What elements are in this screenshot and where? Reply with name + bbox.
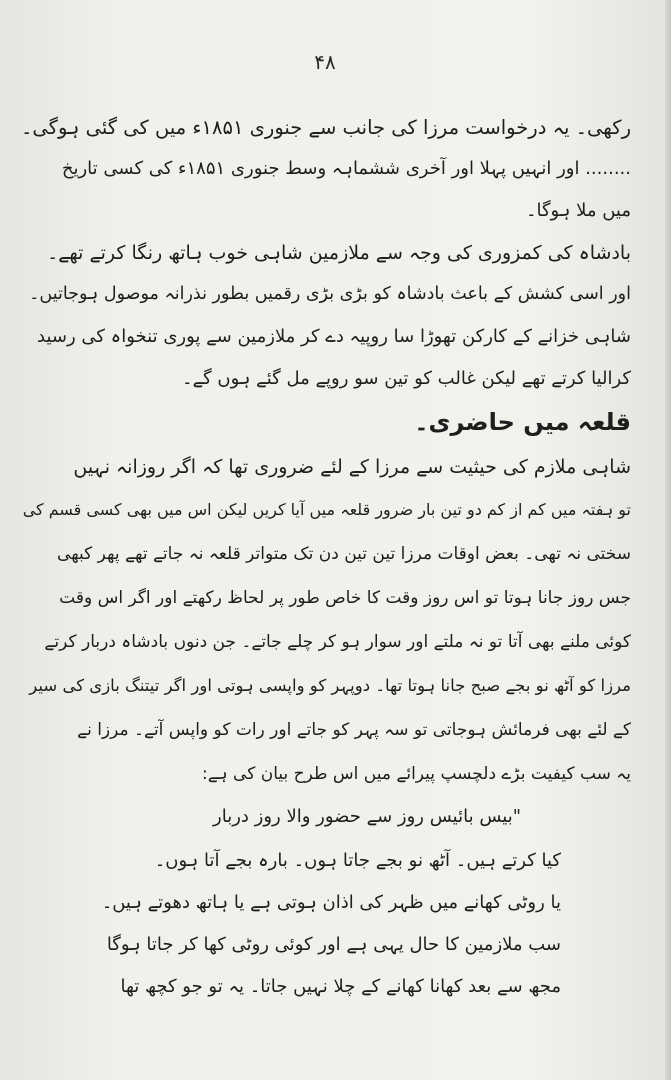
- text-line: اور اسی کشش کے باعث بادشاہ کو بڑی بڑی رقمیں بطور نذرانہ موصول ہوجاتیں۔: [29, 284, 631, 304]
- text-line: کوئی ملنے بھی آتا تو نہ ملتے اور سوار ہو کر چلے جاتے۔ جن دنوں بادشاہ دربار کرتے: [44, 632, 631, 652]
- section-heading: قلعہ میں حاضری۔: [414, 408, 631, 436]
- quote-line: یا روٹی کھانے میں ظہر کی اذان ہوتی ہے یا ہاتھ دھوتے ہیں۔: [101, 892, 561, 913]
- text-line: جس روز جانا ہوتا تو اس روز وقت کا خاص طور پر لحاظ رکھتے اور اگر اس وقت: [59, 588, 631, 608]
- text-line: ........ اور انہیں پہلا اور آخری ششماہہ وسط جنوری ۱۸۵۱ء کی کسی تاریخ: [61, 158, 631, 179]
- page-number: ۴۸: [314, 50, 336, 74]
- text-line: یہ سب کیفیت بڑے دلچسپ پیرائے میں اس طرح بیان کی ہے:: [201, 764, 631, 784]
- quote-line: کیا کرتے ہیں۔ آٹھ نو بجے جاتا ہوں۔ بارہ بجے آتا ہوں۔: [154, 850, 561, 871]
- text-line: مرزا کو آٹھ نو بجے صبح جانا ہوتا تھا۔ دوپہر کو واپسی ہوتی اور اگر تیتنگ بازی کی سیر: [29, 676, 631, 695]
- text-line: میں ملا ہوگا۔: [525, 200, 631, 221]
- text-line: سختی نہ تھی۔ بعض اوقات مرزا تین تین دن تک متواتر قلعہ نہ جاتے تھے پھر کبھی: [57, 544, 631, 564]
- text-line: شاہی ملازم کی حیثیت سے مرزا کے لئے ضروری تھا کہ اگر روزانہ نہیں: [73, 456, 631, 478]
- text-line: شاہی خزانے کے کارکن تھوڑا سا روپیہ دے کر ملازمین سے پوری تنخواہ کی رسید: [37, 326, 631, 347]
- text-line: کے لئے بھی فرمائش ہوجاتی تو سہ پہر کو جاتے اور رات کو واپس آتے۔ مرزا نے: [77, 720, 631, 740]
- page-edge: [665, 0, 671, 1080]
- text-line: رکھی۔ یہ درخواست مرزا کی جانب سے جنوری ۱۸۵۱ء میں کی گئی ہوگی۔: [20, 116, 631, 139]
- quote-line: مجھ سے بعد کھانا کھانے کے چلا نہیں جاتا۔ یہ تو جو کچھ تھا: [120, 976, 561, 997]
- text-line: تو ہفتہ میں کم از کم دو تین بار ضرور قلعہ میں آیا کریں لیکن اس میں بھی کسی قسم کی: [22, 500, 631, 519]
- text-line: بادشاہ کی کمزوری کی وجہ سے ملازمین شاہی خوب ہاتھ رنگا کرتے تھے۔: [47, 242, 631, 264]
- quote-line: "بیس بائیس روز سے حضور والا روز دربار: [213, 806, 521, 827]
- text-line: کرالیا کرتے تھے لیکن غالب کو تین سو روپے مل گئے ہوں گے۔: [182, 368, 631, 389]
- quote-line: سب ملازمین کا حال یہی ہے اور کوئی روٹی کھا کر جاتا ہوگا: [106, 934, 561, 955]
